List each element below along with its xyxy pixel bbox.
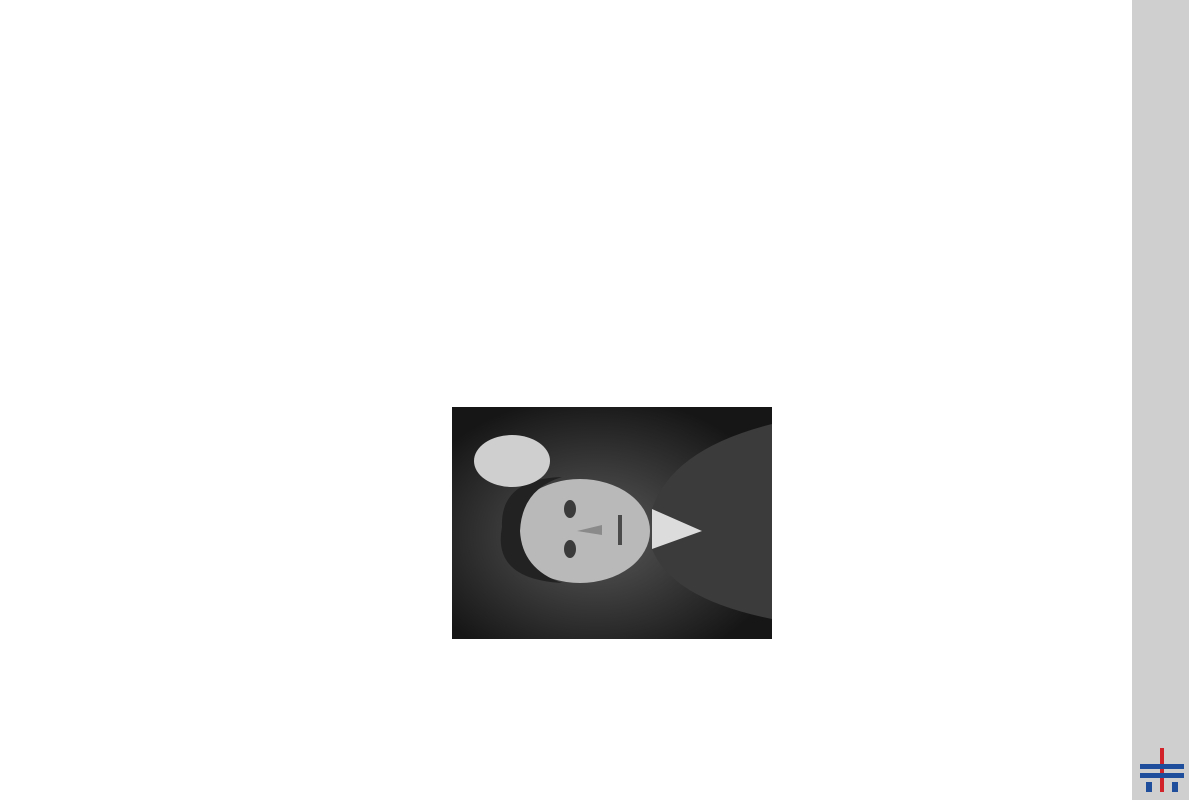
portrait-photo <box>452 407 772 639</box>
sidebar <box>1132 0 1189 800</box>
library-logo-icon <box>1140 748 1184 792</box>
